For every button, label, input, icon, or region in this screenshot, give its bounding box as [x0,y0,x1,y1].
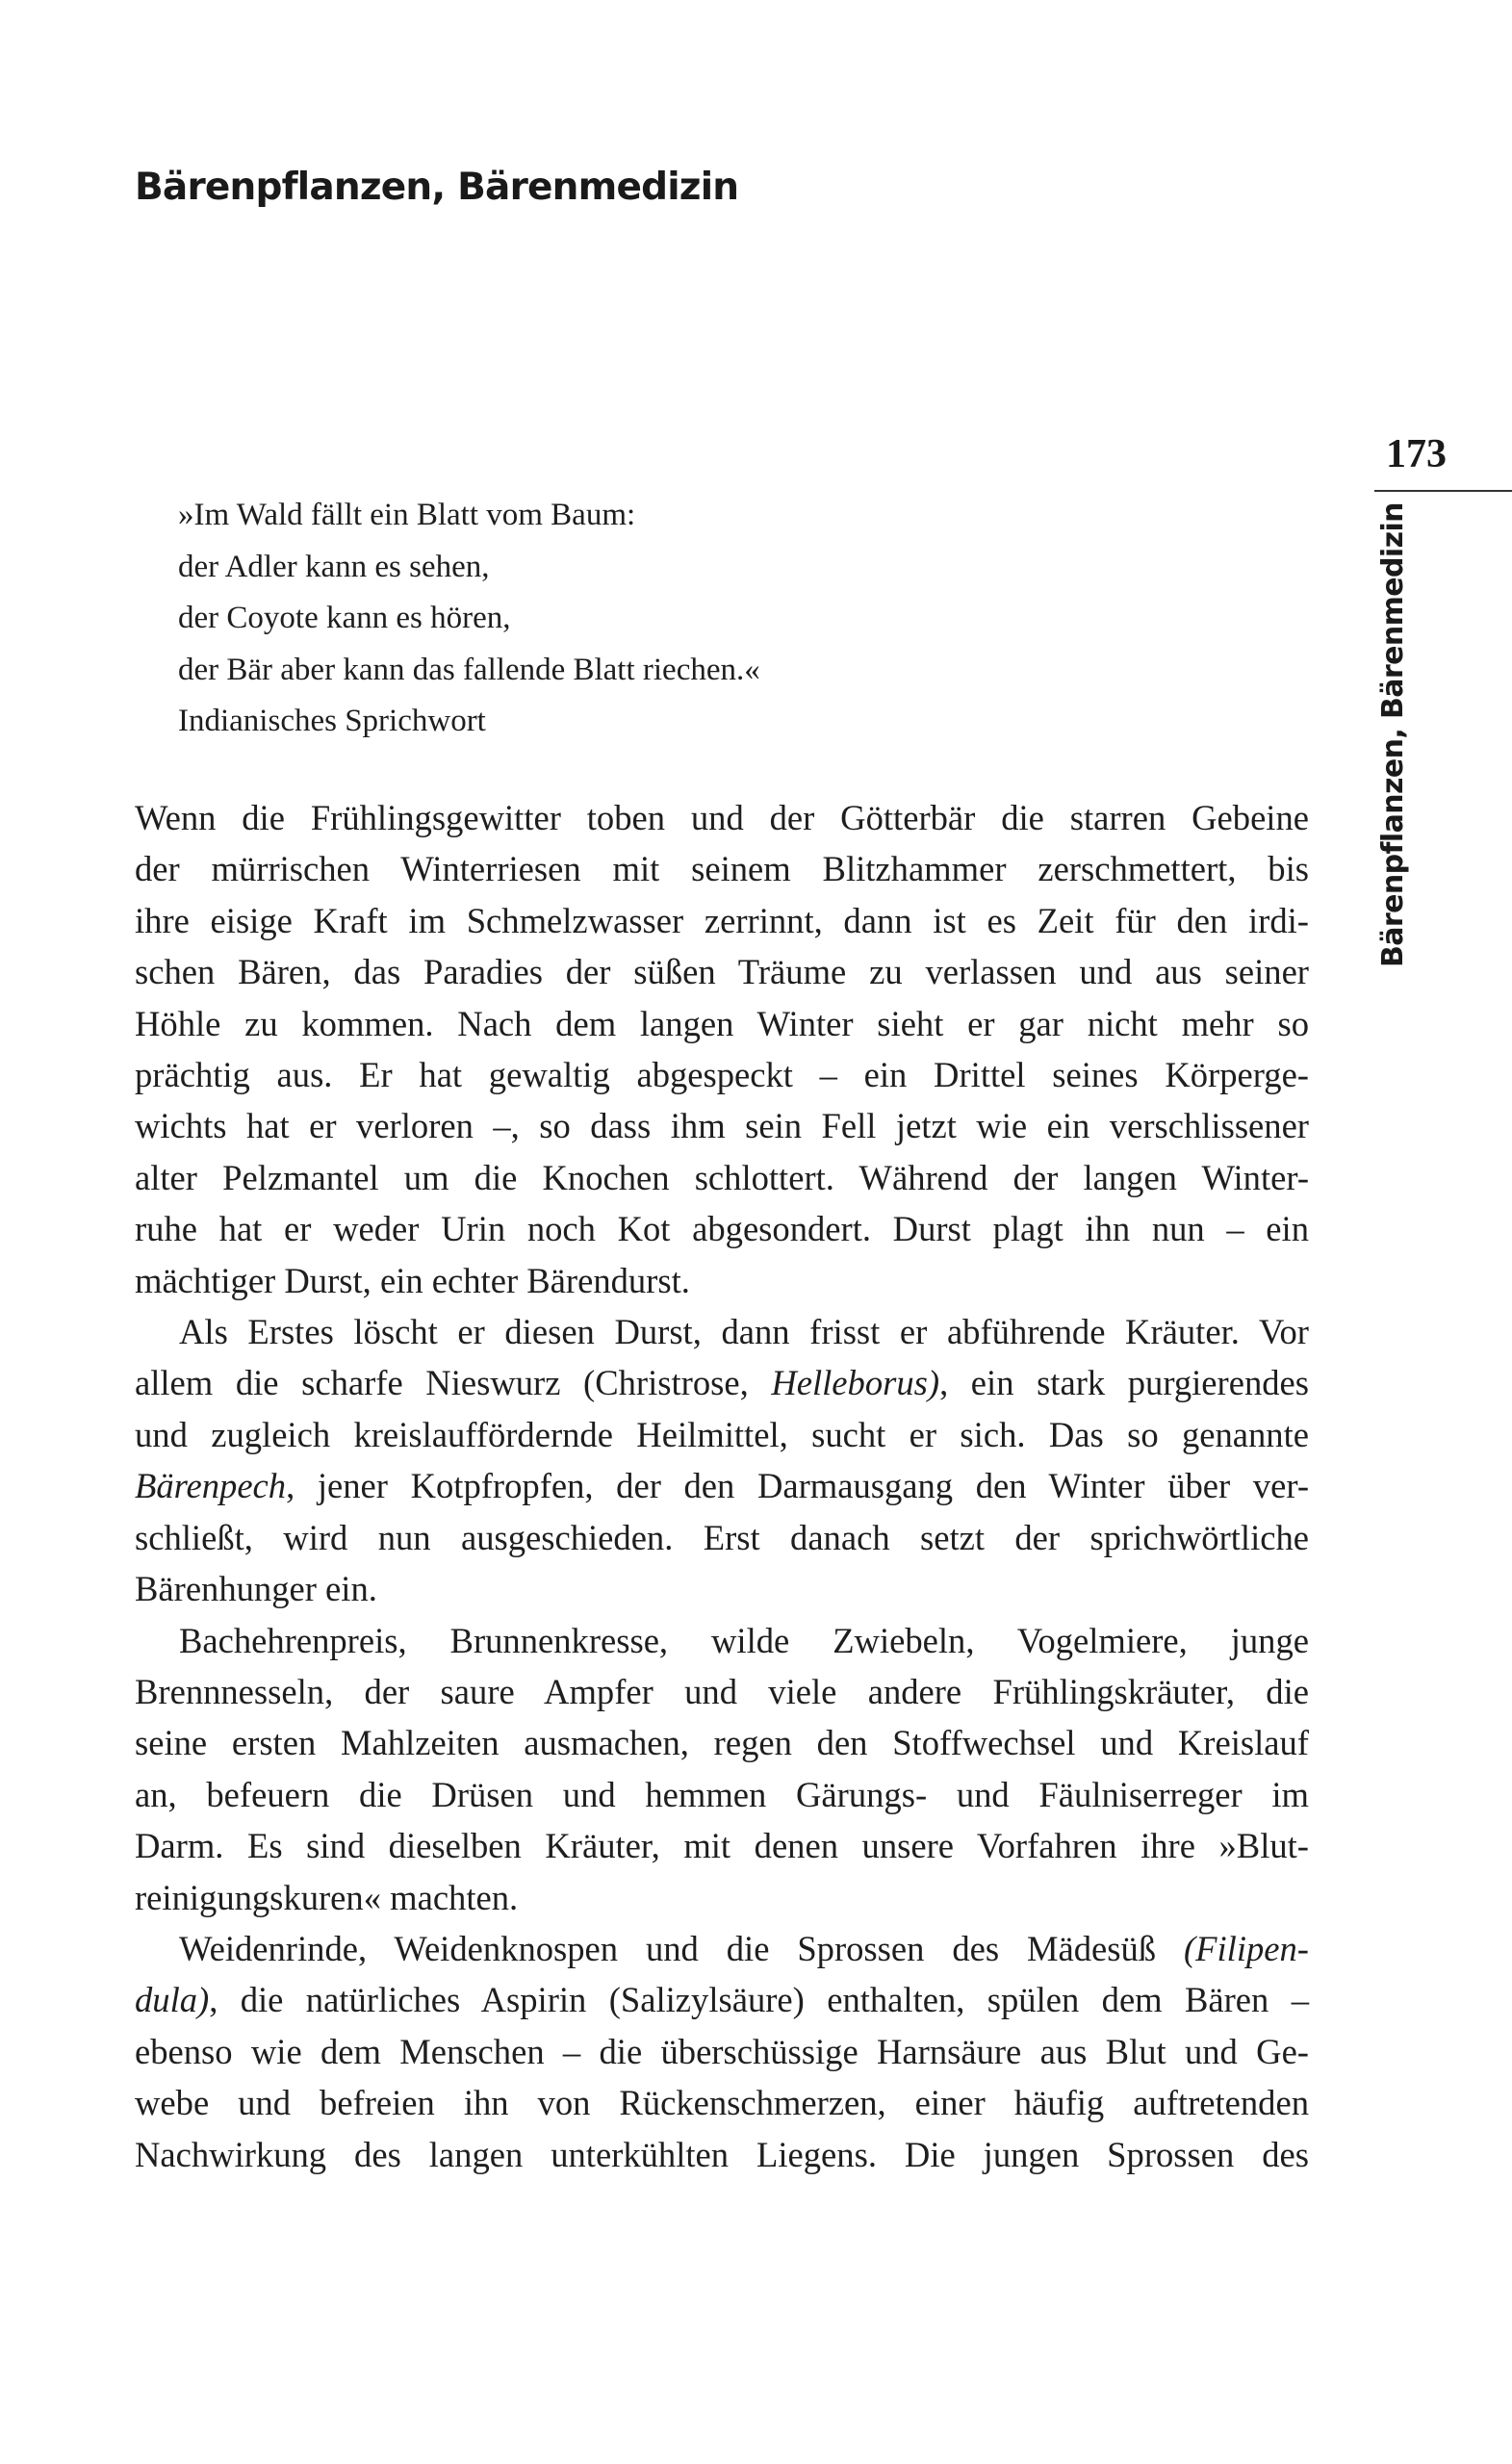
text-run: Wenn die Frühlingsgewitter toben und der Götterbär die starren Gebeine [135,798,1309,837]
text-run: webe und befreien ihn von Rückenschmerzen, einer häufig auftretenden [135,2083,1309,2123]
text-line [135,1872,1309,1923]
text-run: reinigungskuren« machten. [135,1877,519,1917]
text-line [135,1820,1309,1871]
text-line [135,2026,1309,2077]
italic-term: dula) [135,1980,210,2020]
text-run: mächtiger Durst, ein echter Bärendurst. [135,1260,690,1300]
text-line [135,1666,1309,1717]
epigraph-attribution: Indianisches Sprichwort [178,704,486,738]
running-head: Bärenpflanzen, Bärenmedizin [1376,502,1410,967]
text-line [135,1152,1309,1203]
text-line [135,1203,1309,1254]
paragraph [135,1306,1309,1614]
text-run: Bärenhunger ein. [135,1569,377,1609]
text-run: ihre eisige Kraft im Schmelzwasser zerrinnt, dann ist es Zeit für den irdi- [135,900,1309,940]
text-run: , die natürliches Aspirin (Salizylsäure) enthalten, spülen dem Bären – [209,1980,1309,2020]
text-line [135,1255,1309,1306]
text-run: an, befeuern die Drüsen und hemmen Gärungs- und Fäulniserreger im [135,1774,1309,1814]
epigraph-line: der Bär aber kann das fallende Blatt riechen.« [178,652,760,687]
text-line [135,1512,1309,1563]
text-line [135,1100,1309,1151]
text-run: seine ersten Mahlzeiten ausmachen, regen den Stoffwechsel und Kreislauf [135,1723,1309,1763]
text-run: und zugleich kreislauffördernde Heilmittel, sucht er sich. Das so genannte [135,1414,1309,1454]
text-run: wichts hat er verloren –, so dass ihm sein Fell jetzt wie ein verschlissener [135,1106,1309,1146]
epigraph-line: »Im Wald fällt ein Blatt vom Baum: [178,498,636,532]
text-line [135,895,1309,946]
text-run: Darm. Es sind dieselben Kräuter, mit denen unsere Vorfahren ihre »Blut- [135,1826,1309,1866]
text-run: , ein stark purgierendes [939,1363,1310,1403]
text-run: schen Bären, das Paradies der süßen Träume zu verlassen und aus seiner [135,952,1309,992]
text-run: schließt, wird nun ausgeschieden. Erst danach setzt der sprichwörtliche [135,1517,1309,1557]
text-line [135,998,1309,1049]
text-line [135,1306,1309,1357]
italic-term: Helleborus) [771,1363,940,1403]
text-run: Weidenrinde, Weidenknospen und die Sprossen des Mädesüß [179,1928,1184,1968]
text-run: allem die scharfe Nieswurz (Christrose, [135,1363,772,1403]
text-run: ebenso wie dem Menschen – die überschüssige Harnsäure aus Blut und Ge- [135,2031,1309,2071]
paragraph [135,1615,1309,1923]
page-number: 173 [1386,432,1447,476]
text-line [135,2129,1309,2180]
text-line [135,1769,1309,1820]
text-line [135,1409,1309,1460]
text-run: Höhle zu kommen. Nach dem langen Winter sieht er gar nicht mehr so [135,1003,1309,1043]
text-line [135,843,1309,894]
text-run: alter Pelzmantel um die Knochen schlottert. Während der langen Winter- [135,1157,1309,1197]
text-run: Als Erstes löscht er diesen Durst, dann frisst er abführende Kräuter. Vor [179,1312,1309,1352]
paragraph [135,792,1309,1306]
text-run: Brennnesseln, der saure Ampfer und viele andere Frühlingskräuter, die [135,1671,1309,1711]
italic-term: (Filipen- [1183,1928,1309,1968]
text-line [135,1923,1309,1974]
text-line [135,2077,1309,2128]
header-rule [1374,490,1512,492]
text-line [135,1563,1309,1614]
text-line [135,1717,1309,1768]
text-line [135,1357,1309,1408]
text-line [135,792,1309,843]
text-run: prächtig aus. Er hat gewaltig abgespeckt – ein Drittel seines Körperge- [135,1055,1309,1095]
text-run: Bachehrenpreis, Brunnenkresse, wilde Zwiebeln, Vogelmiere, junge [179,1620,1309,1660]
text-line [135,1974,1309,2025]
paragraph [135,1923,1309,2180]
italic-term: Bärenpech [135,1466,287,1506]
chapter-title: Bärenpflanzen, Bärenmedizin [135,166,739,209]
text-run: ruhe hat er weder Urin noch Kot abgesondert. Durst plagt ihn nun – ein [135,1209,1309,1249]
epigraph [178,490,1044,748]
body-text [135,792,1309,2180]
text-run: Nachwirkung des langen unterkühlten Liegens. Die jungen Sprossen des [135,2134,1309,2174]
text-line [135,1460,1309,1511]
text-line [135,1049,1309,1100]
epigraph-line: der Coyote kann es hören, [178,601,511,635]
text-line [135,1615,1309,1666]
text-run: , jener Kotpfropfen, der den Darmausgang den Winter über ver- [286,1466,1309,1506]
text-run: der mürrischen Winterriesen mit seinem Blitzhammer zerschmettert, bis [135,849,1309,889]
epigraph-line: der Adler kann es sehen, [178,549,490,584]
text-line [135,946,1309,997]
